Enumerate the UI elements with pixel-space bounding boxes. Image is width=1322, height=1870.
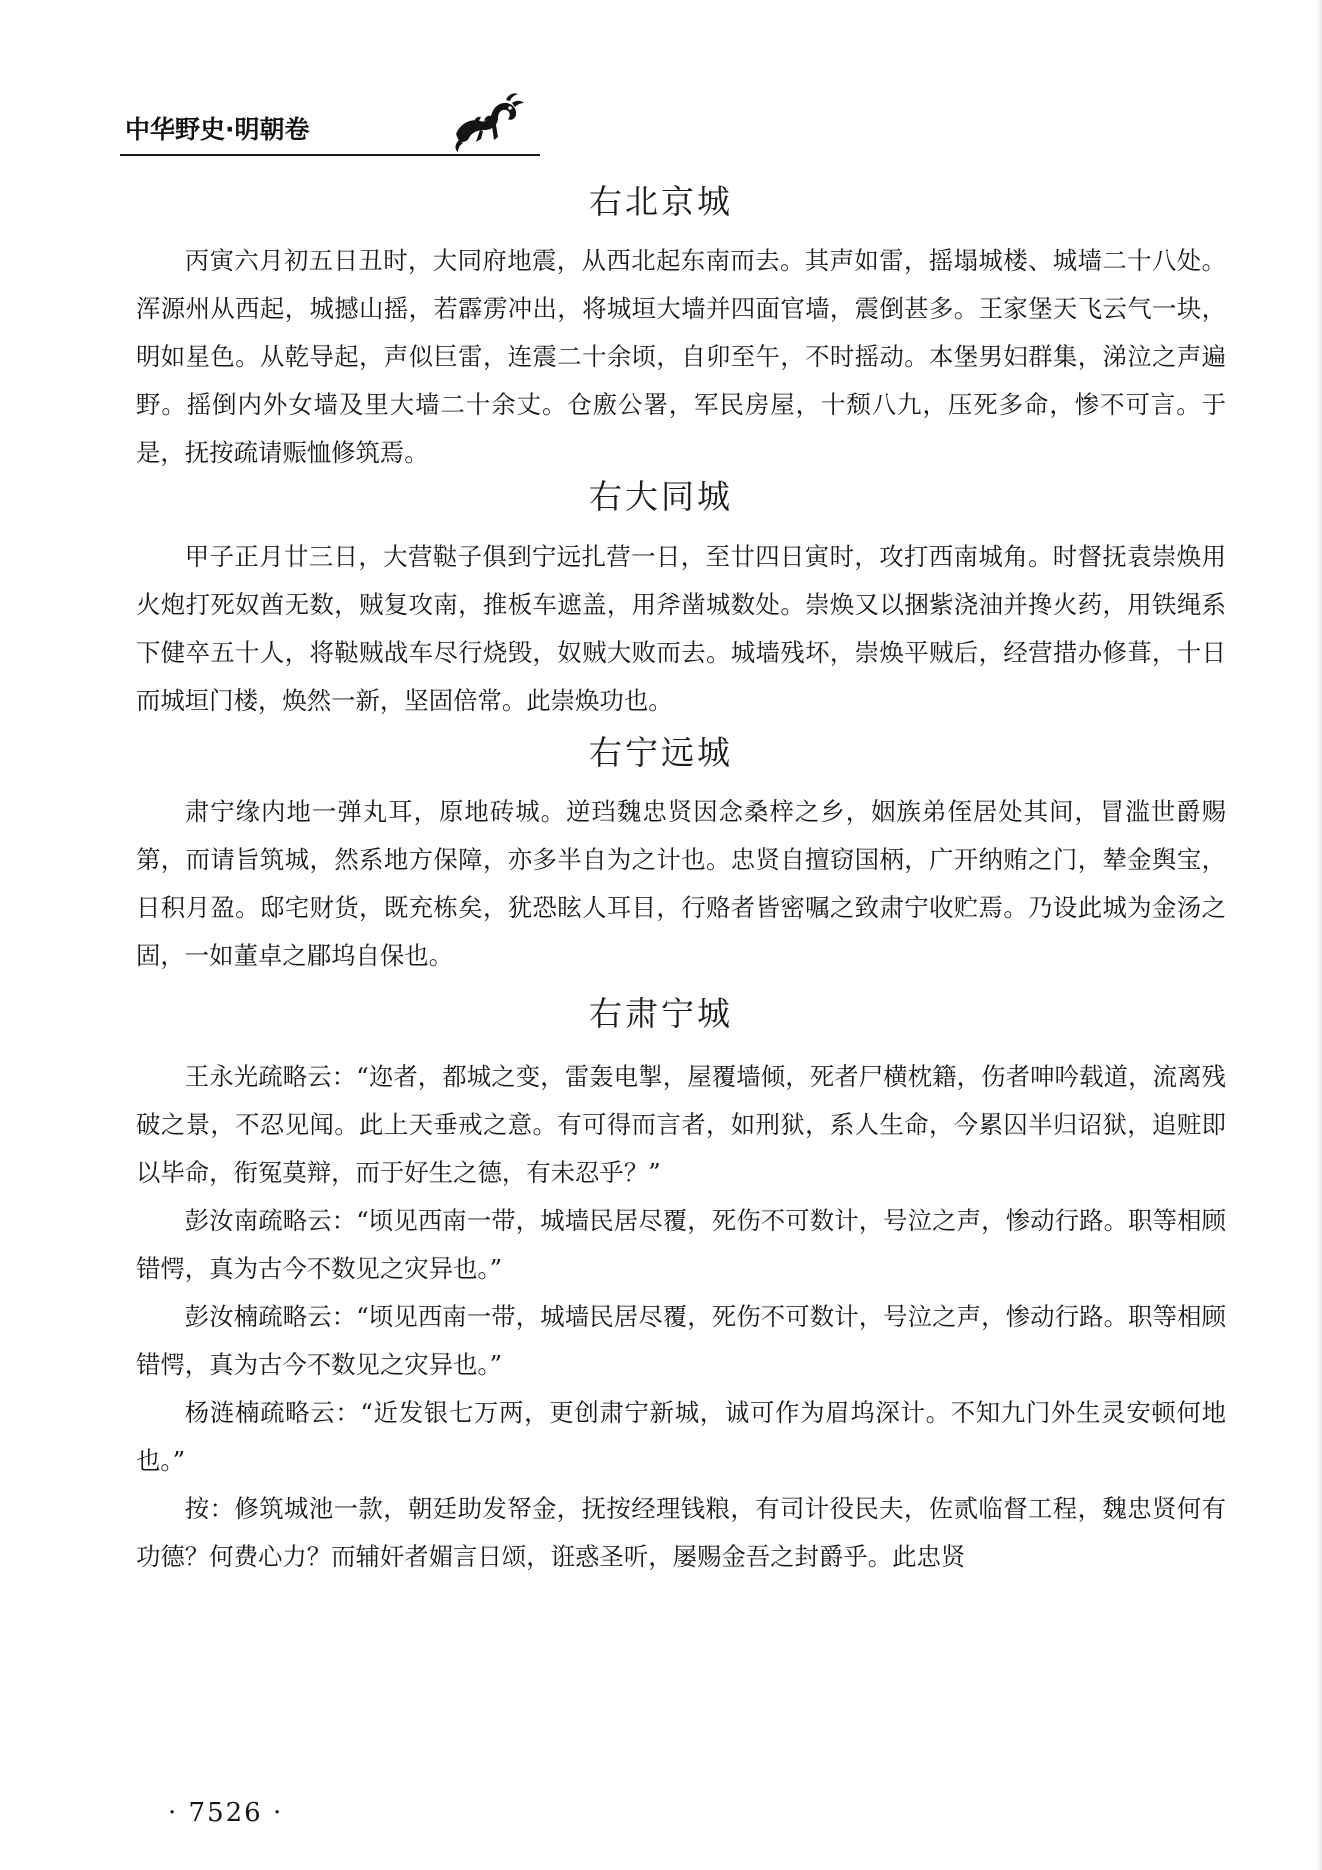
running-header xyxy=(120,104,540,156)
dragon-emblem-icon xyxy=(450,88,530,154)
paragraph-peng-rulan-memorial: 彭汝楠疏略云：“顷见西南一带，城墙民居尽覆，死伤不可数计，号泣之声，惨动行路。职等相顾错愕，真为古今不数见之灾异也。” xyxy=(136,1302,1226,1379)
paragraph-commentary: 按：修筑城池一款，朝廷助发帑金，抚按经理钱粮，有司计役民夫，佐贰临督工程，魏忠贤何有功德？何费心力？而辅奸者媚言日颂，诳惑圣听，屡赐金吾之封爵乎。此忠贤 xyxy=(136,1494,1226,1571)
section-heading-beijing: 右北京城 xyxy=(589,182,733,221)
paragraph-suning-city: 肃宁缘内地一弹丸耳，原地砖城。逆珰魏忠贤因念桑梓之乡，姻族弟侄居处其间，冒滥世爵赐第，而请旨筑城，然系地方保障，亦多半自为之计也。忠贤自擅窃国柄，广开纳贿之门，辇金舆宝，日积月盈。邸宅财货，既充栋矣，犹恐眩人耳目，行赂者皆密嘱之致肃宁收贮焉。乃设此城为金汤之固，一如董卓之郿坞自保也。 xyxy=(136,797,1226,970)
page-edge-shadow xyxy=(1316,0,1322,1870)
running-header-title: 中华野史·明朝卷 xyxy=(125,115,310,144)
paragraph-ningyuan-battle: 甲子正月廿三日，大营鞑子俱到宁远扎营一日，至廿四日寅时，攻打西南城角。时督抚袁崇焕用火炮打死奴酋无数，贼复攻南，推板车遮盖，用斧凿城数处。崇焕又以捆紫浇油并搀火药，用铁绳系下健卒五十人，将鞑贼战车尽行烧毁，奴贼大败而去。城墙残坏，崇焕平贼后，经营措办修葺，十日而城垣门楼，焕然一新，坚固倍常。此崇焕功也。 xyxy=(136,542,1226,715)
section-heading-suning: 右肃宁城 xyxy=(589,994,733,1033)
section-heading-ningyuan: 右宁远城 xyxy=(589,733,733,772)
paragraph-peng-runan-memorial: 彭汝南疏略云：“顷见西南一带，城墙民居尽覆，死伤不可数计，号泣之声，惨动行路。职等相顾错愕，真为古今不数见之灾异也。” xyxy=(136,1206,1226,1283)
paragraph-datong-earthquake: 丙寅六月初五日丑时，大同府地震，从西北起东南而去。其声如雷，摇塌城楼、城墙二十八处。浑源州从西起，城撼山摇，若霹雳冲出，将城垣大墙并四面官墙，震倒甚多。王家堡天飞云气一块，明如星色。从乾导起，声似巨雷，连震二十余顷，自卯至午，不时摇动。本堡男妇群集，涕泣之声遍野。摇倒内外女墙及里大墙二十余丈。仓廒公署，军民房屋，十颓八九，压死多命，惨不可言。于是，抚按疏请赈恤修筑焉。 xyxy=(136,246,1226,467)
paragraph-yang-lianlan-memorial: 杨涟楠疏略云：“近发银七万两，更创肃宁新城，诚可作为眉坞深计。不知九门外生灵安顿何地也。” xyxy=(136,1398,1226,1475)
paragraph-wang-yongguang-memorial: 王永光疏略云：“迩者，都城之变，雷轰电掣，屋覆墙倾，死者尸横枕籍，伤者呻吟载道，流离残破之景，不忍见闻。此上天垂戒之意。有可得而言者，如刑狱，系人生命，今累囚半归诏狱，追赃即以毕命，衔冤莫辩，而于好生之德，有未忍乎？” xyxy=(136,1062,1226,1187)
page-number: · 7526 · xyxy=(168,1798,284,1828)
section-heading-datong: 右大同城 xyxy=(589,477,733,516)
